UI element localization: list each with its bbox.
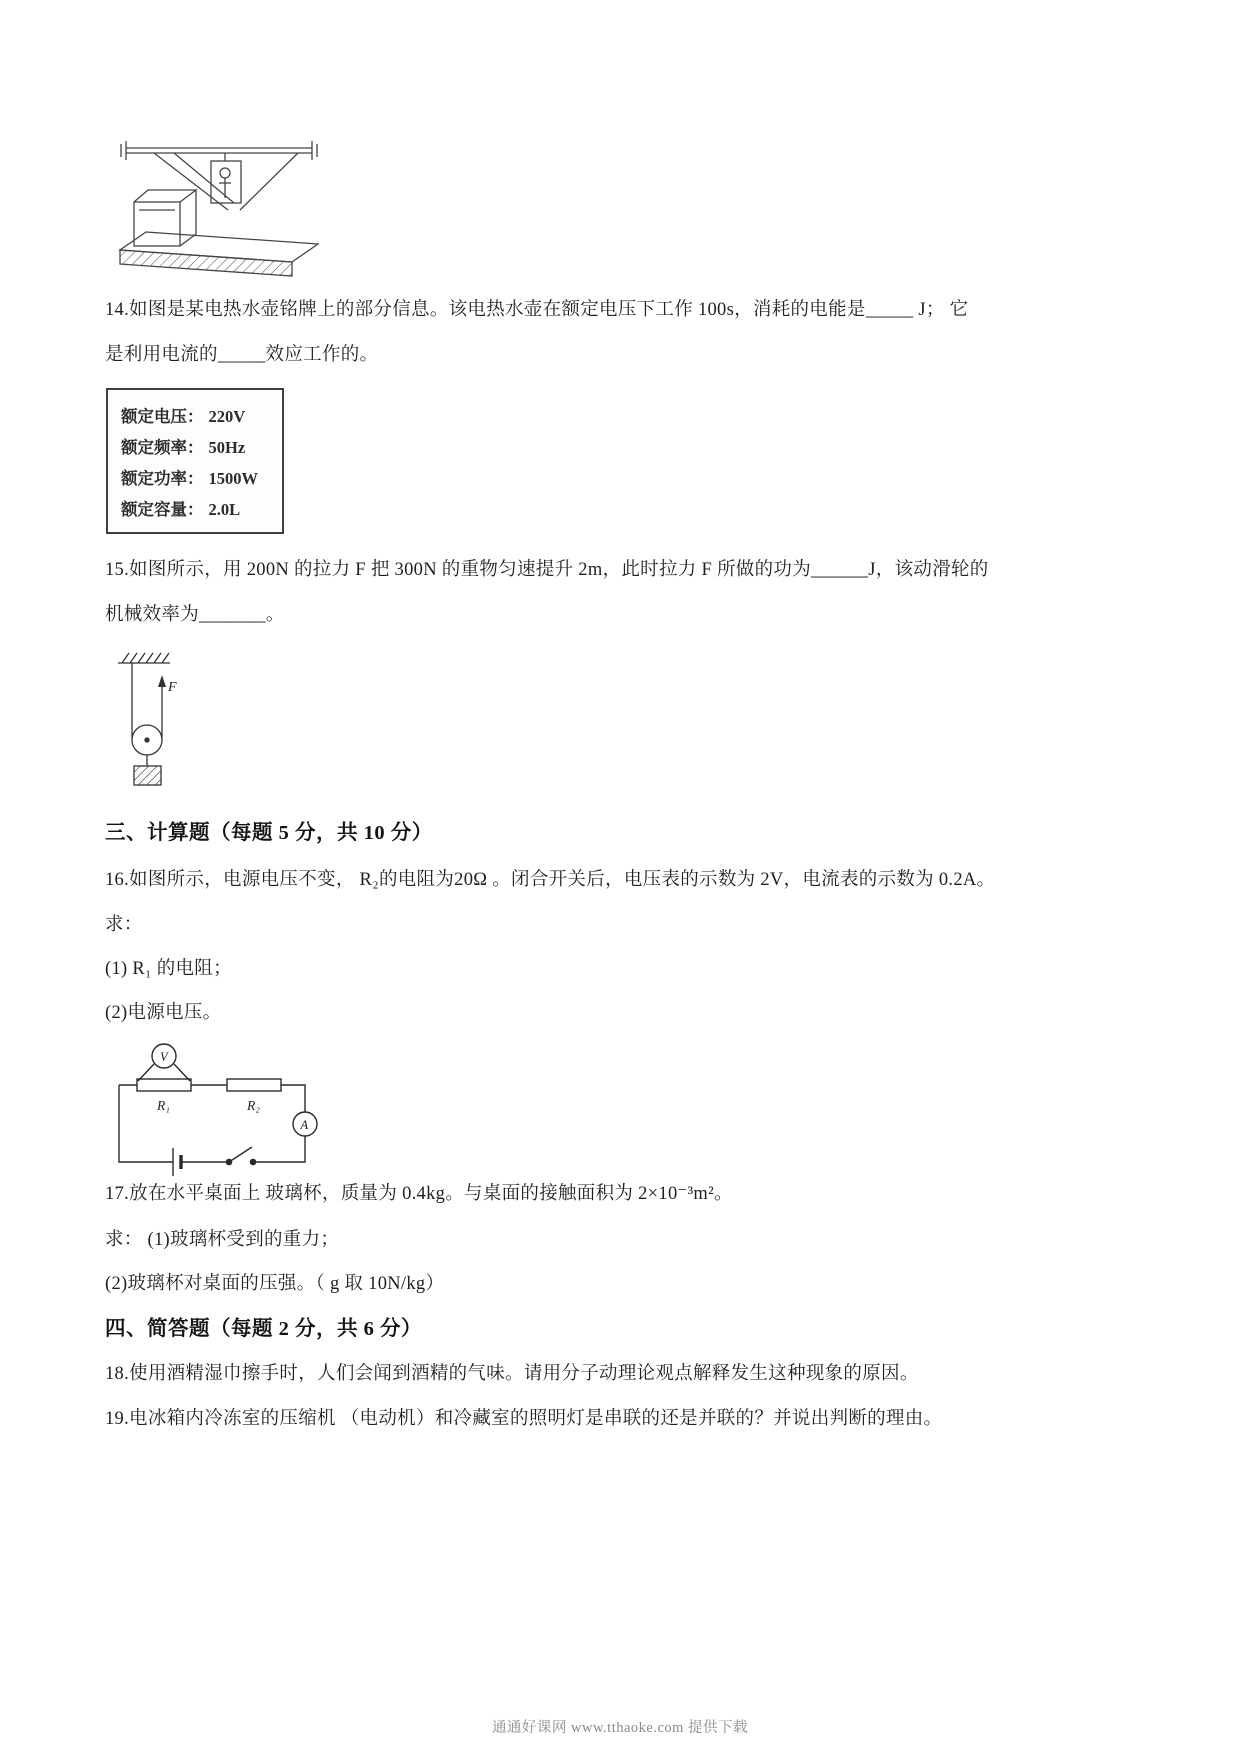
question-16-part-2: (2)电源电压。 bbox=[105, 1003, 222, 1023]
question-15-line-2: 机械效率为_______。 bbox=[105, 605, 285, 625]
question-19-text: 19.电冰箱内冷冻室的压缩机 （电动机）和冷藏室的照明灯是串联的还是并联的？并说出判断的理由。 bbox=[105, 1409, 943, 1429]
question-14-line-2: 是利用电流的_____效应工作的。 bbox=[105, 345, 379, 365]
kettle-nameplate bbox=[106, 388, 284, 534]
question-14-line-1: 14.如图是某电热水壶铭牌上的部分信息。该电热水壶在额定电压下工作 100s，消耗的电能是_____ J； 它 bbox=[105, 300, 969, 320]
resistor-r1-label: R₁ bbox=[157, 1098, 170, 1113]
nameplate-value: 1500W bbox=[208, 469, 258, 488]
voltmeter-icon: V bbox=[160, 1050, 168, 1064]
circuit-diagram bbox=[105, 1036, 323, 1178]
resistor-r2-label: R₂ bbox=[247, 1098, 260, 1113]
nameplate-label: 额定容量： bbox=[121, 500, 204, 519]
ammeter-icon: A bbox=[300, 1118, 309, 1132]
nameplate-row-capacity bbox=[121, 494, 269, 525]
site-footer: 通通好课网 www.tthaoke.com 提供下载 bbox=[491, 1720, 749, 1736]
question-17-part-2: (2)玻璃杯对桌面的压强。（ g 取 10N/kg） bbox=[105, 1274, 445, 1294]
question-18-text: 18.使用酒精湿巾擦手时，人们会闻到酒精的气味。请用分子动理论观点解释发生这种现象的原因。 bbox=[105, 1364, 919, 1384]
nameplate-value: 2.0L bbox=[208, 500, 241, 519]
question-16-ask: 求： bbox=[105, 915, 143, 935]
question-17-part-1: 求： (1)玻璃杯受到的重力； bbox=[105, 1230, 340, 1250]
nameplate-value: 220V bbox=[208, 407, 246, 426]
question-16-part-1: (1) R₁ 的电阻； bbox=[105, 959, 232, 979]
section-4-heading: 四、简答题（每题 2 分，共 6 分） bbox=[105, 1318, 422, 1340]
question-16-text: 16.如图所示，电源电压不变， R₂的电阻为20Ω 。闭合开关后，电压表的示数为 2V，电流表的示数为 0.2A。 bbox=[105, 870, 996, 890]
nameplate-label: 额定频率： bbox=[121, 438, 204, 457]
section-3-heading: 三、计算题（每题 5 分，共 10 分） bbox=[105, 822, 433, 844]
nameplate-value: 50Hz bbox=[208, 438, 246, 457]
pulley-diagram bbox=[108, 645, 226, 797]
nameplate-row-voltage bbox=[121, 401, 269, 432]
question-15-line-1: 15.如图所示，用 200N 的拉力 F 把 300N 的重物匀速提升 2m，此时拉力 F 所做的功为______J，该动滑轮的 bbox=[105, 560, 989, 580]
nameplate-label: 额定功率： bbox=[121, 469, 204, 488]
question-17-text: 17.放在水平桌面上 玻璃杯，质量为 0.4kg。与桌面的接触面积为 2×10⁻³m²。 bbox=[105, 1184, 733, 1204]
nameplate-row-power bbox=[121, 463, 269, 494]
force-f-label: F bbox=[168, 680, 177, 695]
winch-illustration bbox=[112, 106, 327, 278]
nameplate-label: 额定电压： bbox=[121, 407, 204, 426]
nameplate-row-frequency bbox=[121, 432, 269, 463]
